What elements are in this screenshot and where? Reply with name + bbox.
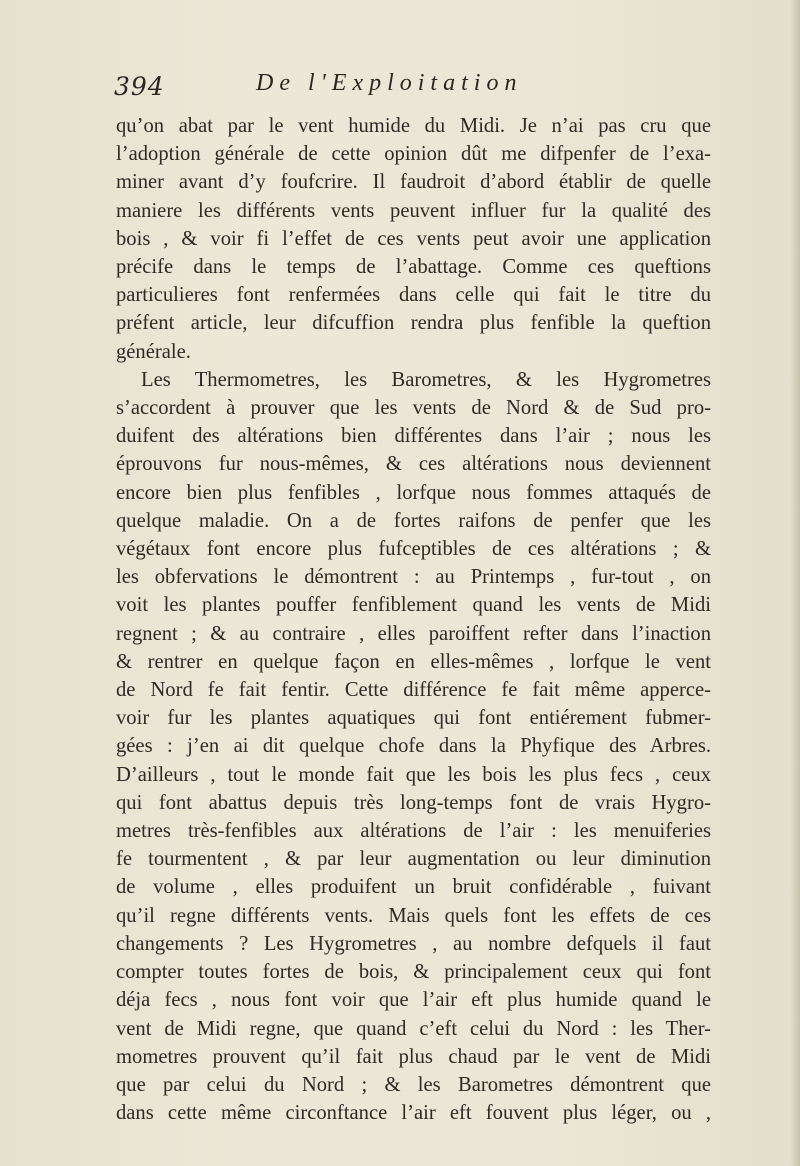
text-line: éprouvons fur nous-mêmes, & ces altérations nous deviennent	[116, 453, 711, 476]
body-text	[116, 112, 711, 1127]
text-line: & rentrer en quelque façon en elles-mêmes , lorfque le vent	[116, 650, 711, 673]
text-line: miner avant d’y foufcrire. Il faudroit d’abord établir de quelle	[116, 171, 711, 194]
text-line: metres très-fenfibles aux altérations de l’air : les menuiferies	[116, 820, 711, 843]
text-line: les obfervations le démontrent : au Printemps , fur-tout , on	[116, 566, 711, 589]
text-line: générale.	[116, 340, 191, 363]
paragraph-start-line: Les Thermometres, les Barometres, & les Hygrometres	[141, 368, 711, 391]
text-line: s’accordent à prouver que les vents de Nord & de Sud pro-	[116, 397, 711, 420]
running-title: De l'Exploitation	[256, 70, 523, 96]
text-line: maniere les différents vents peuvent influer fur la qualité des	[116, 199, 711, 222]
text-line: regnent ; & au contraire , elles paroiffent refter dans l’inaction	[116, 622, 711, 645]
page-number: 394	[114, 72, 165, 101]
text-line: mometres prouvent qu’il fait plus chaud par le vent de Midi	[116, 1045, 711, 1068]
text-line: de Nord fe fait fentir. Cette différence fe fait même apperce-	[116, 679, 711, 702]
text-line: D’ailleurs , tout le monde fait que les bois les plus fecs , ceux	[116, 763, 711, 786]
text-line: encore bien plus fenfibles , lorfque nous fommes attaqués de	[116, 481, 711, 504]
text-line: l’adoption générale de cette opinion dût me difpenfer de l’exa-	[116, 143, 711, 166]
text-line: végétaux font encore plus fufceptibles de ces altérations ; &	[116, 538, 711, 561]
text-line: fe tourmentent , & par leur augmentation ou leur diminution	[116, 848, 711, 871]
text-line: particulieres font renfermées dans celle qui fait le titre du	[116, 284, 711, 307]
text-line: qui font abattus depuis très long-temps font de vrais Hygro-	[116, 791, 711, 814]
text-line: préfent article, leur difcuffion rendra plus fenfible la queftion	[116, 312, 711, 335]
text-line: qu’on abat par le vent humide du Midi. Je n’ai pas cru que	[116, 115, 711, 137]
text-line: bois , & voir fi l’effet de ces vents peut avoir une application	[116, 227, 711, 250]
text-line: gées : j’en ai dit quelque chofe dans la Phyfique des Arbres.	[116, 735, 711, 758]
text-line: quelque maladie. On a de fortes raifons de penfer que les	[116, 509, 711, 532]
text-line: qu’il regne différents vents. Mais quels font les effets de ces	[116, 904, 711, 927]
text-line: voir fur les plantes aquatiques qui font entiérement fubmer-	[116, 707, 711, 730]
text-line: déja fecs , nous font voir que l’air eft plus humide quand le	[116, 989, 711, 1012]
text-line: vent de Midi regne, que quand c’eft celui du Nord : les Ther-	[116, 1017, 711, 1040]
text-line: précife dans le temps de l’abattage. Comme ces queftions	[116, 256, 711, 279]
page-header	[114, 68, 674, 108]
text-line: dans cette même circonftance l’air eft fouvent plus léger, ou ,	[116, 1102, 711, 1125]
page-edge-shadow	[790, 0, 800, 1166]
text-line: compter toutes fortes de bois, & principalement ceux qui font	[116, 961, 711, 984]
text-line: changements ? Les Hygrometres , au nombre defquels il faut	[116, 932, 711, 955]
text-line: voit les plantes pouffer fenfiblement quand les vents de Midi	[116, 594, 711, 617]
text-line: que par celui du Nord ; & les Barometres démontrent que	[116, 1073, 711, 1096]
text-line: duifent des altérations bien différentes dans l’air ; nous les	[116, 425, 711, 448]
text-line: de volume , elles produifent un bruit confidérable , fuivant	[116, 876, 711, 899]
